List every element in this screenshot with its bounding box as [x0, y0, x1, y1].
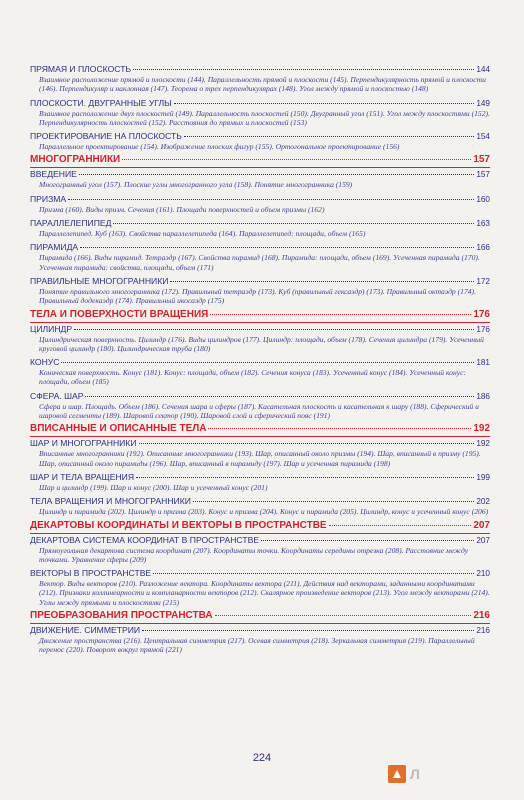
- leader-dots: [174, 103, 475, 104]
- entry-title: ВЕКТОРЫ В ПРОСТРАНСТВЕ: [30, 568, 152, 579]
- leader-dots: [261, 540, 474, 541]
- leader-dots: [193, 501, 474, 502]
- entry-page: 157: [476, 170, 490, 180]
- leader-dots: [153, 573, 474, 574]
- entry-topics: Вектор. Виды векторов (210). Разложение вектора. Координаты вектора (211). Действия над векторами, заданными координатами (212). Признаки коллинеарности и компланарности векторов (212). Скалярное произведение векторов (213). Угол между векторами (214). Углы между прямыми и плоскостями (215): [39, 579, 490, 607]
- watermark-logo-icon: [388, 765, 406, 783]
- leader-dots: [74, 329, 474, 330]
- leader-dots: [79, 174, 474, 175]
- toc-section: [30, 309, 490, 421]
- toc-entry: [30, 391, 490, 421]
- entry-page: 207: [476, 535, 490, 545]
- entry-page: 186: [476, 391, 490, 401]
- leader-dots: [61, 362, 474, 363]
- toc-entry: [30, 64, 490, 94]
- entry-heading[interactable]: [30, 242, 490, 253]
- entry-page: 181: [476, 358, 490, 368]
- entry-topics: Взаимное расположение прямой и плоскости (144). Параллельность прямой и плоскости (145). Перпендикулярность прямой и плоскости (146). Перпендикуляр и наклонная (147). Теорема о трех перпендикулярах (148). Угол между прямой и плоскостью (148): [39, 75, 486, 94]
- toc-entry: [30, 568, 490, 607]
- toc-section: [30, 64, 490, 151]
- entry-heading[interactable]: [30, 391, 490, 402]
- entry-heading[interactable]: [30, 131, 490, 142]
- entry-page: 210: [476, 569, 490, 579]
- entry-heading[interactable]: [30, 64, 490, 75]
- section-page: 157: [473, 154, 490, 166]
- leader-dots: [136, 477, 474, 478]
- entry-title: КОНУС: [30, 357, 60, 368]
- entry-title: ПРЯМАЯ И ПЛОСКОСТЬ: [30, 64, 132, 74]
- table-of-contents: [30, 60, 490, 657]
- toc-entry: [30, 169, 490, 189]
- entry-topics: Многогранный угол (157). Плоские углы многогранного угла (158). Понятие многогранника (159): [39, 180, 353, 190]
- leader-dots: [184, 136, 474, 137]
- entry-title: ДЕКАРТОВА СИСТЕМА КООРДИНАТ В ПРОСТРАНСТВЕ: [30, 534, 260, 545]
- entry-page: 154: [476, 132, 490, 142]
- entry-topics: Понятие правильного многогранника (172). Правильный тетраэдр (173). Куб (правильный гексаэдр) (173). Правильный октаэдр (174). Правильный додекаэдр (174). Правильный икосаэдр (175): [39, 286, 476, 306]
- toc-section: [30, 610, 490, 655]
- entry-page: 172: [476, 276, 490, 286]
- entry-heading[interactable]: [30, 568, 490, 579]
- toc-section: [30, 154, 490, 305]
- entry-heading[interactable]: [30, 169, 490, 180]
- section-title: ПРЕОБРАЗОВАНИЯ ПРОСТРАНСТВА: [30, 610, 213, 622]
- entry-topics: Прямоугольная декартова система координат (207). Координаты точки. Координаты середины отрезка (208). Расстояние между точками. Уравнение сферы (209): [39, 545, 469, 564]
- leader-dots: [85, 396, 474, 397]
- entry-heading[interactable]: [30, 535, 490, 546]
- entry-topics: Вписанные многогранники (192). Описанные многогранники (193). Шар, описанный около призмы (194). Шар, вписанный в призму (195). Шар, описанный около пирамиды (196). Шар, вписанный в пирамиду (197). Шар и усеченная пирамида (198): [39, 449, 481, 468]
- toc-entry: [30, 242, 490, 272]
- toc-section: [30, 423, 490, 516]
- leader-dots: [68, 199, 474, 200]
- entry-topics: Коническая поверхность. Конус (181). Конус: площади, объем (182). Сечения конуса (183). Усеченный конус (184). Усеченный конус: площади, объем (185): [39, 368, 467, 387]
- entry-topics: Цилиндрическая поверхность. Цилиндр (176). Виды цилиндров (177). Цилиндр: площади, объем (178). Сечения цилиндра (179). Усеченный круговой цилиндр (180). Цилиндрическая труба (180): [39, 334, 484, 353]
- entry-title: ПРАВИЛЬНЫЕ МНОГОГРАННИКИ: [30, 275, 169, 286]
- toc-entry: [30, 357, 490, 387]
- entry-topics: Движение пространства (216). Центральная симметрия (217). Осевая симметрия (218). Зеркальная симметрия (219). Параллельный перенос (220). Поворот вокруг прямой (221): [39, 636, 475, 655]
- entry-page: 163: [476, 219, 490, 229]
- leader-dots: [113, 223, 474, 224]
- toc-entry: [30, 625, 490, 655]
- entry-page: 202: [476, 497, 490, 507]
- section-heading[interactable]: [30, 154, 490, 165]
- entry-title: ВВЕДЕНИЕ: [30, 169, 77, 180]
- entry-title: ПЛОСКОСТИ. ДВУГРАННЫЕ УГЛЫ: [30, 97, 172, 108]
- toc-entry: [30, 98, 490, 128]
- entry-heading[interactable]: [30, 194, 490, 205]
- entry-topics: Шар и цилиндр (199). Шар и конус (200). Шар и усеченный конус (201): [39, 482, 268, 492]
- entry-title: ШАР И ТЕЛА ВРАЩЕНИЯ: [30, 471, 135, 482]
- entry-topics: Призма (160). Виды призм. Сечения (161). Площади поверхностей и объем призмы (162): [39, 204, 325, 214]
- toc-entry: [30, 218, 490, 238]
- section-page: 207: [473, 519, 490, 531]
- entry-topics: Сфера и шар. Площадь. Объем (186). Сечения шара и сферы (187). Касательная плоскость и касательная к шару (188). Сферический и шаровой сегменты (189). Шаровой сектор (190). Шаровой слой и сферический пояс (191): [39, 401, 479, 421]
- entry-page: 160: [476, 194, 490, 204]
- entry-title: ШАР И МНОГОГРАННИКИ: [30, 438, 137, 449]
- section-page: 176: [473, 308, 490, 320]
- entry-page: 199: [476, 472, 490, 482]
- section-heading[interactable]: [30, 520, 490, 531]
- section-title: ТЕЛА И ПОВЕРХНОСТИ ВРАЩЕНИЯ: [30, 308, 209, 320]
- entry-heading[interactable]: [30, 98, 490, 109]
- entry-heading[interactable]: [30, 472, 490, 483]
- leader-dots: [139, 443, 475, 444]
- entry-heading[interactable]: [30, 496, 490, 507]
- leader-dots: [80, 247, 474, 248]
- leader-dots: [133, 69, 474, 70]
- toc-section: [30, 520, 490, 607]
- section-page: 216: [473, 610, 490, 622]
- entry-title: ПРИЗМА: [30, 193, 67, 204]
- entry-title: ПРОЕКТИРОВАНИЕ НА ПЛОСКОСТЬ: [30, 131, 182, 142]
- entry-page: 149: [476, 98, 490, 108]
- toc-entry: [30, 276, 490, 306]
- entry-page: 192: [476, 439, 490, 449]
- entry-title: СФЕРА. ШАР: [30, 390, 84, 401]
- entry-heading[interactable]: [30, 625, 490, 636]
- toc-entry: [30, 194, 490, 214]
- toc-entry: [30, 131, 490, 151]
- entry-heading[interactable]: [30, 357, 490, 368]
- entry-heading[interactable]: [30, 218, 490, 229]
- toc-entry: [30, 324, 490, 354]
- entry-topics: Параллельное проектирование (154). Изображение плоских фигур (155). Ортогональное проектирование (156): [39, 142, 400, 152]
- entry-page: 166: [476, 243, 490, 253]
- entry-heading[interactable]: [30, 324, 490, 335]
- entry-topics: Пирамида (166). Виды пирамид. Тетраэдр (167). Свойства пирамид (168). Пирамида: площади, объем (169). Усеченная пирамида (170). Усеченная пирамида: свойства, площади, объем (171): [39, 253, 480, 272]
- toc-entry: [30, 535, 490, 565]
- section-title: ВПИСАННЫЕ И ОПИСАННЫЕ ТЕЛА: [30, 423, 207, 435]
- entry-topics: Параллелепипед. Куб (163). Свойства параллелепипеда (164). Параллелепипед: площади, объем (165): [39, 229, 366, 239]
- section-title: ДЕКАРТОВЫ КООРДИНАТЫ И ВЕКТОРЫ В ПРОСТРАНСТВЕ: [30, 519, 327, 531]
- entry-topics: Цилиндр и пирамида (202). Цилиндр и призма (203). Конус и призма (204). Конус и пирамида (205). Цилиндр, конус и усеченный конус (206): [39, 507, 489, 517]
- entry-title: ПИРАМИДА: [30, 242, 79, 253]
- entry-title: ПАРАЛЛЕЛЕПИПЕД: [30, 218, 112, 229]
- leader-dots: [122, 159, 471, 160]
- entry-page: 176: [476, 324, 490, 334]
- leader-dots: [208, 428, 471, 429]
- entry-topics: Взаимное расположение двух плоскостей (149). Параллельность плоскостей (150). Двугранный угол (151). Угол между плоскостями (152). Перпендикулярность плоскостей (152). Расстояния до прямых и плоскостей (153): [39, 108, 490, 127]
- toc-entry: [30, 496, 490, 516]
- entry-heading[interactable]: [30, 438, 490, 449]
- section-heading[interactable]: [30, 423, 490, 434]
- leader-dots: [170, 281, 474, 282]
- section-page: 192: [473, 423, 490, 435]
- entry-title: ДВИЖЕНИЕ. СИММЕТРИИ: [30, 625, 141, 636]
- entry-page: 216: [476, 626, 490, 636]
- section-heading[interactable]: [30, 309, 490, 320]
- leader-dots: [142, 630, 474, 631]
- leader-dots: [329, 525, 472, 526]
- entry-title: ТЕЛА ВРАЩЕНИЯ И МНОГОГРАННИКИ: [30, 496, 191, 507]
- section-title: МНОГОГРАННИКИ: [30, 154, 121, 166]
- entry-page: 144: [476, 65, 490, 74]
- watermark-text: Л: [410, 766, 421, 782]
- entry-heading[interactable]: [30, 276, 490, 287]
- leader-dots: [215, 615, 472, 616]
- entry-title: ЦИЛИНДР: [30, 323, 73, 334]
- toc-entry: [30, 438, 490, 468]
- section-heading[interactable]: [30, 610, 490, 621]
- leader-dots: [210, 314, 471, 315]
- page-number: 224: [252, 752, 272, 764]
- toc-entry: [30, 472, 490, 492]
